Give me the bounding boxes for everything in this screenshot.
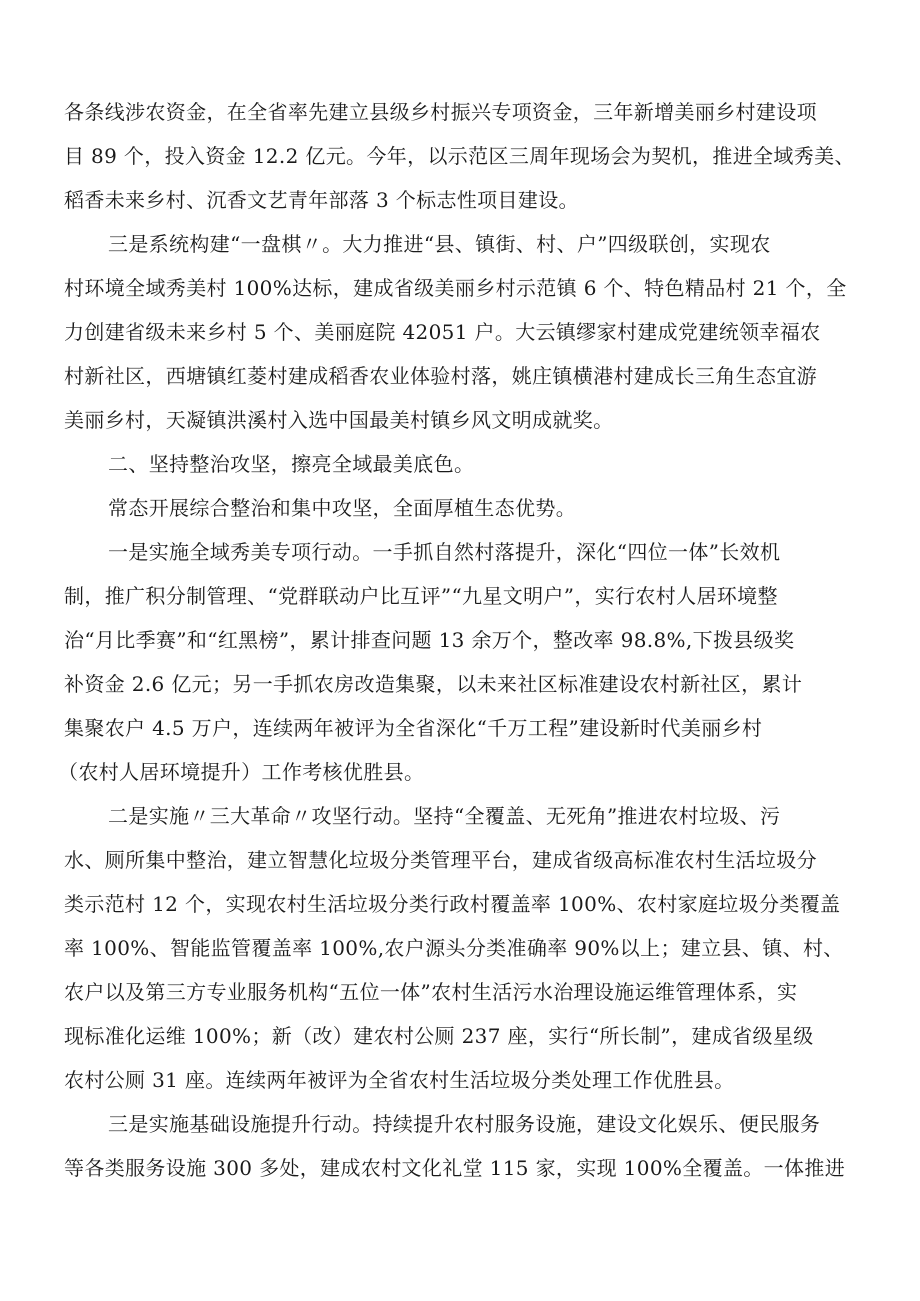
text-line: 制，推广积分制管理、“党群联动户比互评”“九星文明户”，实行农村人居环境整 bbox=[64, 584, 778, 608]
text-line: 目 89 个，投入资金 12.2 亿元。今年，以示范区三周年现场会为契机，推进全域秀美、 bbox=[64, 144, 855, 168]
text-line: 水、厕所集中整治，建立智慧化垃圾分类管理平台，建成省级高标准农村生活垃圾分 bbox=[64, 848, 817, 872]
text-line: 常态开展综合整治和集中攻坚，全面厚植生态优势。 bbox=[108, 496, 577, 520]
text-line: 三是实施基础设施提升行动。持续提升农村服务设施，建设文化娱乐、便民服务 bbox=[108, 1112, 821, 1136]
text-line: 补资金 2.6 亿元；另一手抓农房改造集聚，以未来社区标准建设农村新社区，累计 bbox=[64, 672, 803, 696]
text-line: 二是实施〃三大革命〃攻坚行动。坚持“全覆盖、无死角”推进农村垃圾、污 bbox=[108, 804, 781, 828]
text-line: （农村人居环境提升）工作考核优胜县。 bbox=[58, 760, 425, 784]
text-line: 集聚农户 4.5 万户，连续两年被评为全省深化“千万工程”建设新时代美丽乡村 bbox=[64, 716, 763, 740]
text-line: 类示范村 12 个，实现农村生活垃圾分类行政村覆盖率 100%、农村家庭垃圾分类覆盖 bbox=[64, 892, 841, 916]
text-line: 三是系统构建“一盘棋〃。大力推进“县、镇街、村、户”四级联创，实现农 bbox=[108, 232, 771, 256]
text-line: 村环境全域秀美村 100%达标，建成省级美丽乡村示范镇 6 个、特色精品村 21 个，全 bbox=[64, 276, 847, 300]
text-line: 现标准化运维 100%；新（改）建农村公厕 237 座，实行“所长制”，建成省级星级 bbox=[64, 1024, 814, 1048]
text-line: 稻香未来乡村、沉香文艺青年部落 3 个标志性项目建设。 bbox=[64, 188, 579, 212]
text-line: 农村公厕 31 座。连续两年被评为全省农村生活垃圾分类处理工作优胜县。 bbox=[64, 1068, 735, 1092]
text-line: 农户以及第三方专业服务机构“五位一体”农村生活污水治理设施运维管理体系，实 bbox=[64, 980, 798, 1004]
text-line: 村新社区，西塘镇红菱村建成稻香农业体验村落，姚庄镇横港村建成长三角生态宜游 bbox=[64, 364, 817, 388]
text-line: 等各类服务设施 300 多处，建成农村文化礼堂 115 家，实现 100%全覆盖。一体推进 bbox=[64, 1156, 846, 1180]
text-line: 一是实施全域秀美专项行动。一手抓自然村落提升，深化“四位一体”长效机 bbox=[108, 540, 781, 564]
section-heading: 二、坚持整治攻坚，擦亮全域最美底色。 bbox=[108, 452, 475, 476]
text-line: 治“月比季赛”和“红黑榜”，累计排查问题 13 余万个，整改率 98.8%,下拨县级奖 bbox=[64, 628, 795, 652]
text-line: 力创建省级未来乡村 5 个、美丽庭院 42051 户。大云镇缪家村建成党建统领幸福农 bbox=[64, 320, 821, 344]
text-line: 美丽乡村，天凝镇洪溪村入选中国最美村镇乡风文明成就奖。 bbox=[64, 408, 614, 432]
text-line: 率 100%、智能监管覆盖率 100%,农户源头分类准确率 90%以上；建立县、镇、村、 bbox=[64, 936, 844, 960]
text-line: 各条线涉农资金，在全省率先建立县级乡村振兴专项资金，三年新增美丽乡村建设项 bbox=[64, 100, 817, 124]
